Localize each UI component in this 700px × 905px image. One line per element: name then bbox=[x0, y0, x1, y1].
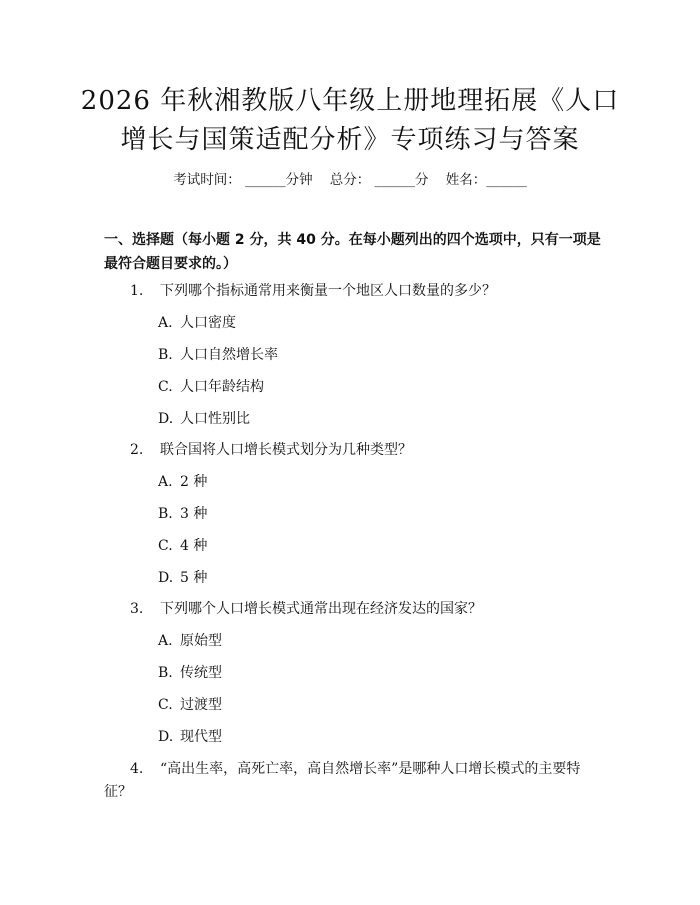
question-1 bbox=[104, 280, 604, 303]
section-heading: 一、选择题（每小题 2 分，共 40 分。在每小题列出的四个选项中，只有一项是最符合题目要求的。） bbox=[104, 232, 601, 272]
option-2a bbox=[158, 472, 207, 492]
option-text: 2 种 bbox=[180, 474, 208, 490]
option-1d bbox=[158, 409, 250, 429]
option-letter: C. bbox=[158, 697, 173, 713]
option-letter: C. bbox=[158, 538, 173, 554]
option-text: 传统型 bbox=[180, 665, 222, 681]
option-letter: A. bbox=[158, 474, 173, 490]
option-1a bbox=[158, 313, 236, 333]
option-letter: D. bbox=[158, 729, 174, 745]
question-text: “高出生率，高死亡率，高自然增长率”是哪种人口增长模式的主要特征？ bbox=[104, 761, 581, 800]
option-letter: D. bbox=[158, 570, 174, 586]
exam-meta-line: 考试时间： ______分钟 总分： ______分 姓名：______ bbox=[173, 172, 527, 188]
question-3 bbox=[104, 598, 604, 621]
option-3a bbox=[158, 631, 222, 651]
option-1c bbox=[158, 377, 264, 397]
option-letter: A. bbox=[158, 315, 173, 331]
option-letter: D. bbox=[158, 411, 174, 427]
question-number: 3. bbox=[130, 601, 144, 617]
option-3d bbox=[158, 727, 222, 747]
option-text: 现代型 bbox=[180, 729, 222, 745]
option-text: 人口年龄结构 bbox=[180, 379, 264, 395]
option-letter: B. bbox=[158, 506, 173, 522]
question-number: 1. bbox=[130, 283, 144, 299]
option-text: 人口密度 bbox=[180, 315, 236, 331]
option-3b bbox=[158, 663, 222, 683]
question-text: 下列哪个指标通常用来衡量一个地区人口数量的多少？ bbox=[160, 283, 496, 299]
option-letter: B. bbox=[158, 347, 173, 363]
document-title-line-1: 2026 年秋湘教版八年级上册地理拓展《人口 bbox=[80, 86, 620, 116]
option-2d bbox=[158, 568, 207, 588]
option-letter: B. bbox=[158, 665, 173, 681]
question-4 bbox=[104, 758, 604, 804]
question-text: 下列哪个人口增长模式通常出现在经济发达的国家？ bbox=[160, 601, 482, 617]
option-text: 3 种 bbox=[180, 506, 208, 522]
question-number: 2. bbox=[130, 442, 144, 458]
option-letter: A. bbox=[158, 633, 173, 649]
option-text: 人口性别比 bbox=[180, 411, 250, 427]
option-2b bbox=[158, 504, 207, 524]
document-title-line-2: 增长与国策适配分析》专项练习与答案 bbox=[120, 125, 580, 155]
question-2 bbox=[104, 439, 604, 462]
option-2c bbox=[158, 536, 207, 556]
option-1b bbox=[158, 345, 278, 365]
question-number: 4. bbox=[130, 761, 144, 777]
option-text: 过渡型 bbox=[180, 697, 222, 713]
option-text: 原始型 bbox=[180, 633, 222, 649]
option-text: 人口自然增长率 bbox=[180, 347, 278, 363]
option-text: 4 种 bbox=[180, 538, 208, 554]
question-text: 联合国将人口增长模式划分为几种类型？ bbox=[160, 442, 412, 458]
option-3c bbox=[158, 695, 222, 715]
option-text: 5 种 bbox=[180, 570, 208, 586]
option-letter: C. bbox=[158, 379, 173, 395]
